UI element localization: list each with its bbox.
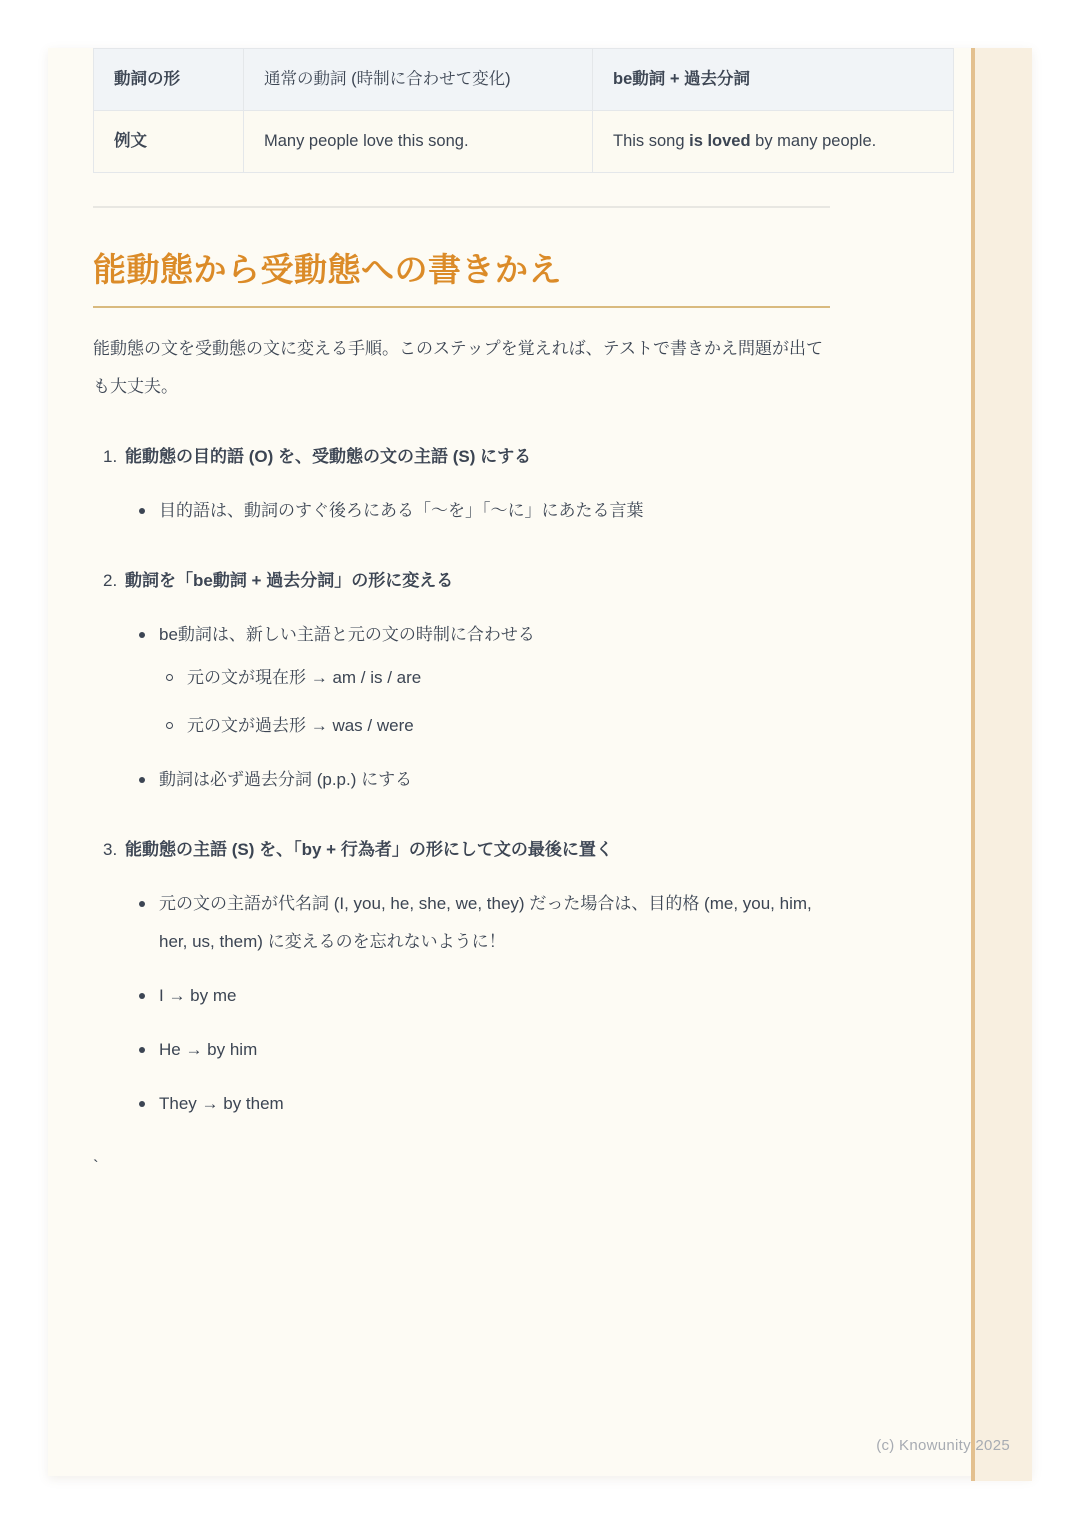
section-intro: 能動態の文を受動態の文に変える手順。このステップを覚えれば、テストで書きかえ問題が出ても大丈夫。: [93, 339, 823, 396]
section-divider: [93, 206, 830, 208]
table-row-example: [94, 111, 954, 173]
step-3-bullet-3: [137, 1031, 830, 1069]
passive-example-post: by many people.: [750, 132, 877, 150]
step-2-title: 動詞を「be動詞 + 過去分詞」の形に変える: [125, 571, 454, 590]
step-3-bullet-1: [137, 885, 830, 961]
step-2: [93, 562, 830, 600]
passive-example-bold: is loved: [689, 132, 751, 150]
cell-passive-verb-form: be動詞 + 過去分詞: [593, 49, 954, 111]
step-3-bullet-4-text: They → by them: [159, 1094, 284, 1113]
bullet-dot-icon: [137, 616, 159, 654]
step-3-bullet-2-text: I → by me: [159, 986, 237, 1005]
bullet-dot-icon: [137, 977, 159, 1015]
rewrite-steps-list: [93, 438, 830, 1123]
step-2-bullet-2: [137, 761, 830, 799]
step-2-sub-bullet-1: [165, 659, 830, 697]
bullet-dot-icon: [137, 1085, 159, 1123]
row-header-example: 例文: [94, 111, 244, 173]
step-3-bullet-1-text: 元の文の主語が代名詞 (I, you, he, she, we, they) だった場合は、目的格 (me, you, him, her, us, them) に変えるのを忘れないように！: [159, 894, 812, 951]
bullet-dot-icon: [137, 492, 159, 530]
cell-active-verb-form: 通常の動詞 (時制に合わせて変化): [244, 49, 593, 111]
bullet-dot-icon: [137, 885, 159, 923]
step-2-bullet-1: [137, 616, 830, 654]
document-page: [48, 48, 1032, 1476]
step-2-sub-bullet-2-text: 元の文が過去形 → was / were: [187, 716, 414, 735]
step-2-bullet-1-text: be動詞は、新しい主語と元の文の時制に合わせる: [159, 625, 535, 644]
row-header-verb-form: 動詞の形: [94, 49, 244, 111]
step-2-bullet-2-text: 動詞は必ず過去分詞 (p.p.) にする: [159, 770, 413, 789]
passive-example-pre: This song: [613, 132, 690, 150]
step-3-number: 3.: [103, 840, 118, 859]
step-1-bullet-1-text: 目的語は、動詞のすぐ後ろにある「〜を」「〜に」にあたる言葉: [159, 501, 644, 520]
step-2-sub-bullet-1-text: 元の文が現在形 → am / is / are: [187, 668, 422, 687]
step-1-number: 1.: [103, 447, 118, 466]
bullet-circle-icon: [165, 659, 187, 697]
bullet-dot-icon: [137, 1031, 159, 1069]
table-row-verb-form: [94, 49, 954, 111]
page-content: [93, 48, 877, 1177]
step-3-bullet-3-text: He → by him: [159, 1040, 258, 1059]
page-edge-ribbon: [971, 48, 1032, 1481]
step-3-bullet-2: [137, 977, 830, 1015]
step-3-bullet-4: [137, 1085, 830, 1123]
step-2-sub-bullet-2: [165, 707, 830, 745]
step-2-number: 2.: [103, 571, 118, 590]
step-1-title: 能動態の目的語 (O) を、受動態の文の主語 (S) にする: [125, 447, 532, 466]
step-3-title: 能動態の主語 (S) を、「by + 行為者」の形にして文の最後に置く: [125, 840, 613, 859]
step-3: [93, 831, 830, 869]
stray-backtick: `: [93, 1157, 99, 1176]
cell-passive-example: [593, 111, 954, 173]
step-1-bullet-1: [137, 492, 830, 530]
step-1: [93, 438, 830, 476]
bullet-circle-icon: [165, 707, 187, 745]
section-title: 能動態から受動態への書きかえ: [93, 248, 830, 308]
voice-comparison-table: [93, 48, 954, 173]
cell-active-example: Many people love this song.: [244, 111, 593, 173]
bullet-dot-icon: [137, 761, 159, 799]
copyright-notice: (c) Knowunity 2025: [876, 1437, 1010, 1454]
